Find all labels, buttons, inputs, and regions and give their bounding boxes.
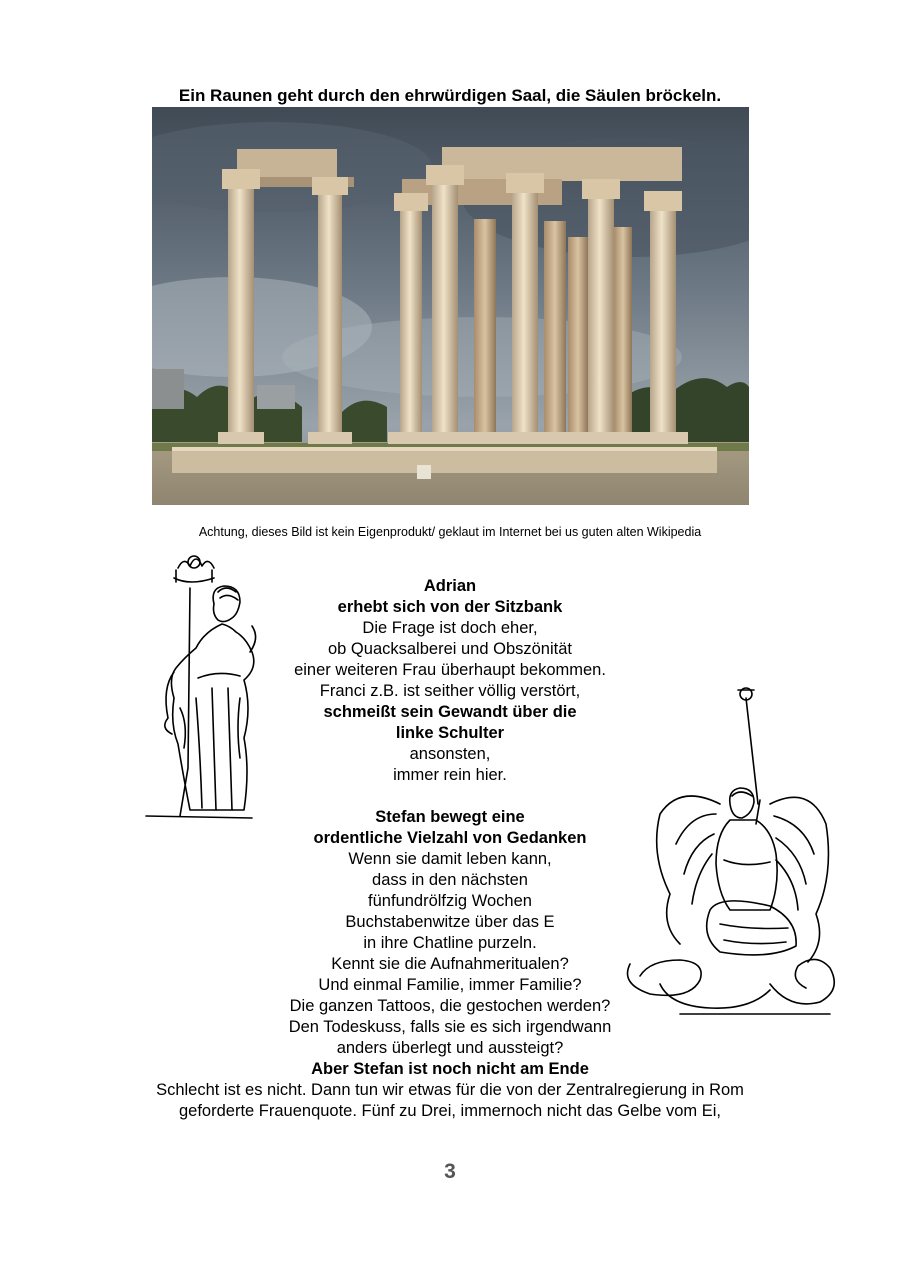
poem-line: anders überlegt und aussteigt? — [336, 1039, 564, 1057]
poem-line: Aber Stefan ist noch nicht am Ende — [311, 1060, 589, 1078]
poem-line: Den Todeskuss, falls sie es sich irgendwann — [288, 1018, 612, 1036]
poem-line: in ihre Chatline purzeln. — [363, 934, 537, 952]
page-number: 3 — [444, 1160, 456, 1183]
poem-line: fünfundrölfzig Wochen — [368, 892, 532, 910]
poem-line: Franci z.B. ist seither völlig verstört, — [319, 682, 581, 700]
paragraph-line: Schlecht ist es nicht. Dann tun wir etwas für die von der Zentralregierung in Rom — [156, 1081, 744, 1099]
poem-line: ob Quacksalberei und Obszönität — [328, 640, 572, 658]
poem-line: Die Frage ist doch eher, — [362, 619, 538, 637]
temple-photo — [152, 107, 749, 505]
poem-line: immer rein hier. — [393, 766, 507, 784]
poem-line: Kennt sie die Aufnahmeritualen? — [331, 955, 569, 973]
poem-line: Wenn sie damit leben kann, — [348, 850, 552, 868]
poem-line: Buchstabenwitze über das E — [345, 913, 555, 931]
poem-line: ansonsten, — [409, 745, 491, 763]
poem-line: Und einmal Familie, immer Familie? — [318, 976, 582, 994]
poem-line: Stefan bewegt eine — [375, 808, 525, 826]
poem-line: linke Schulter — [395, 724, 505, 742]
poem-line: einer weiteren Frau überhaupt bekommen. — [294, 661, 606, 679]
poem-line: dass in den nächsten — [372, 871, 528, 889]
poem-line: ordentliche Vielzahl von Gedanken — [313, 829, 587, 847]
page-heading: Ein Raunen geht durch den ehrwürdigen Saal, die Säulen bröckeln. — [178, 86, 722, 105]
image-caption: Achtung, dieses Bild ist kein Eigenprodukt/ geklaut im Internet bei us guten alten Wikipedia — [198, 525, 702, 539]
poem-line: schmeißt sein Gewandt über die — [323, 703, 577, 721]
paragraph-line: geforderte Frauenquote. Fünf zu Drei, immernoch nicht das Gelbe vom Ei, — [178, 1102, 721, 1120]
poem-line: Adrian — [423, 577, 477, 595]
poem-text — [0, 576, 900, 1122]
poem-line: Die ganzen Tattoos, die gestochen werden? — [289, 997, 611, 1015]
stanza-gap — [0, 786, 900, 807]
poem-line: erhebt sich von der Sitzbank — [337, 598, 563, 616]
